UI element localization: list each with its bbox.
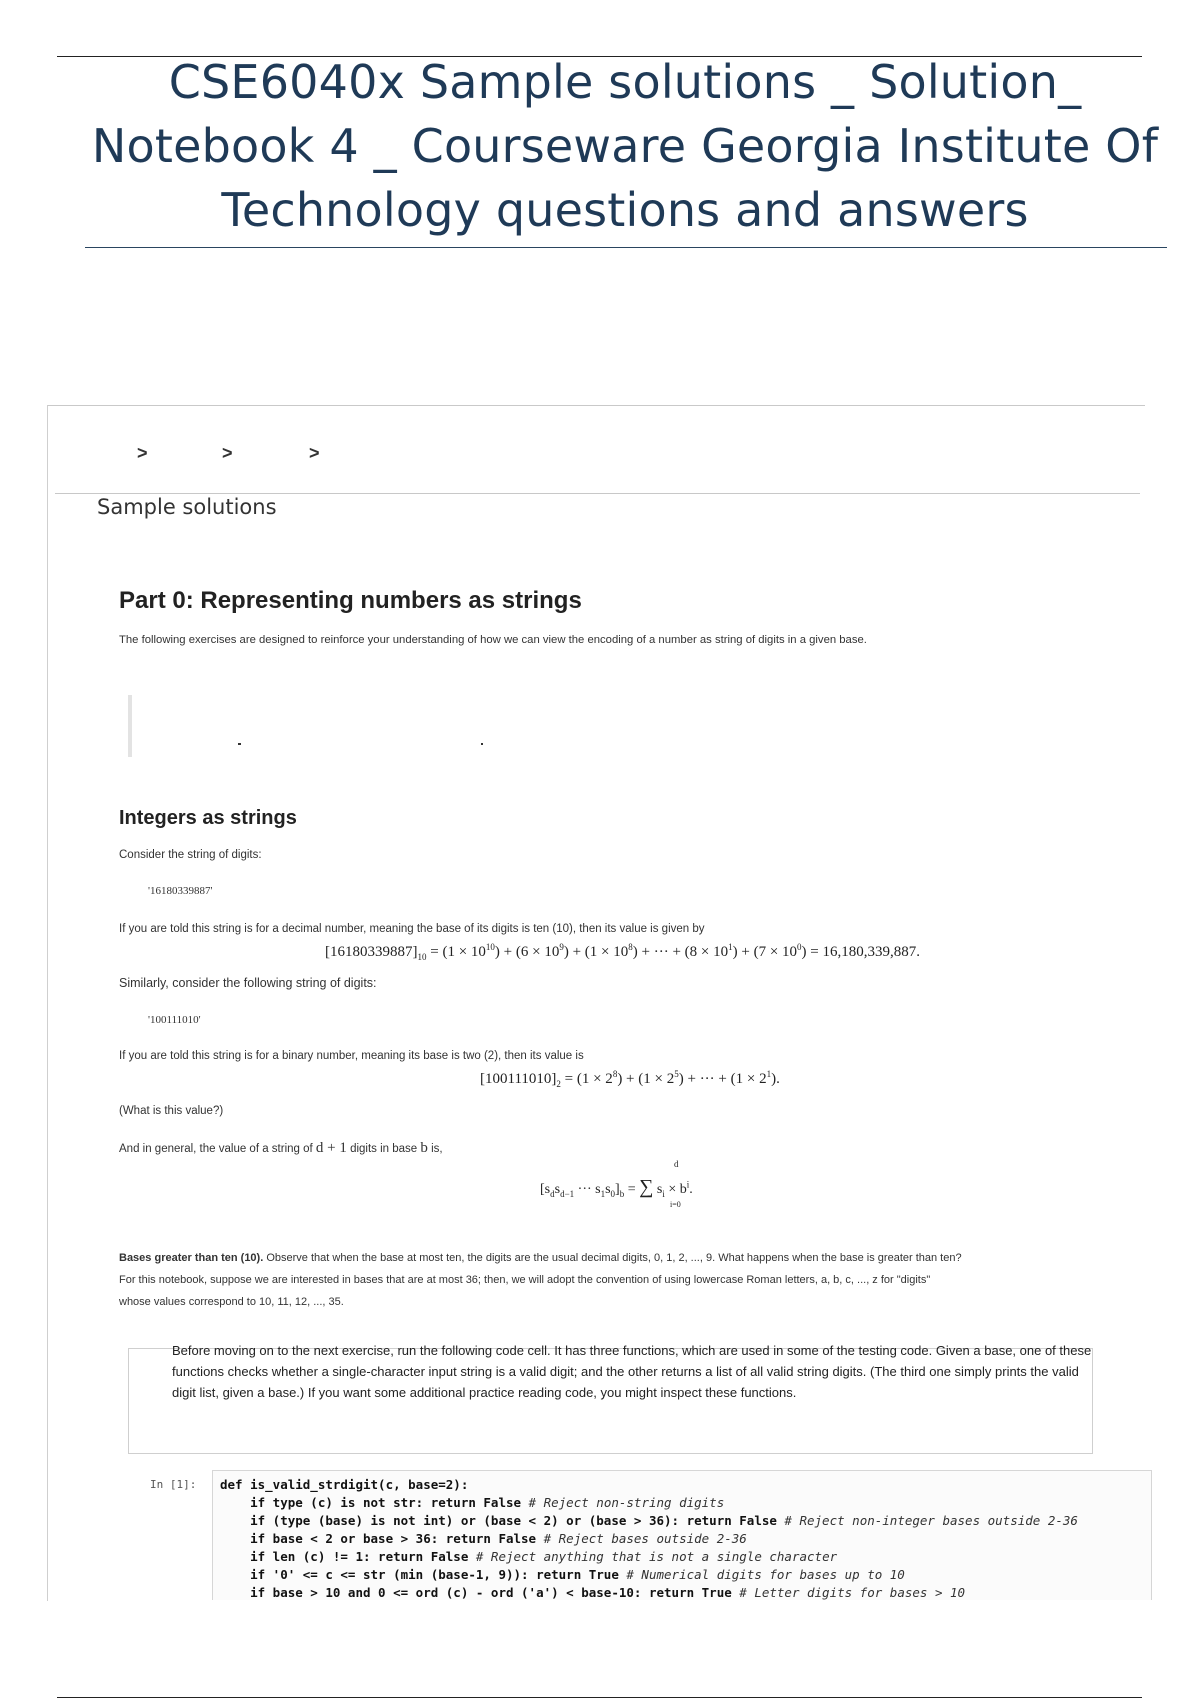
what-value-text: (What is this value?) [119, 1105, 224, 1117]
sum-upper-limit: d [674, 1159, 679, 1169]
general-text: And in general, the value of a string of d + 1 digits in base b is, [119, 1140, 443, 1156]
stray-mark-2 [481, 743, 483, 745]
code-line-2: if type (c) is not str: return False # Reject non-string digits [220, 1495, 725, 1510]
bases-line-1: Bases greater than ten (10). Observe that when the base at most ten, the digits are the usual decimal digits, 0, 1, 2, ..., 9. What happens when the base is greater than ten? [119, 1252, 962, 1264]
code-line-5: if len (c) != 1: return False # Reject anything that is not a single character [220, 1549, 838, 1564]
part-heading: Part 0: Representing numbers as strings [119, 587, 582, 614]
section-label: Sample solutions [97, 495, 277, 519]
sum-lower-limit: i=0 [670, 1200, 681, 1209]
bottom-rule [57, 1697, 1142, 1698]
blockquote-bar [128, 695, 132, 757]
code-line-1: def is_valid_strdigit(c, base=2): [220, 1477, 469, 1492]
binary-equation: $[100111010]_2 = (1 \times 2^8) + (1 \times 2^5)$ + ··· + $(1 \times 2^1)$. [480, 1069, 780, 1089]
part-intro: The following exercises are designed to reinforce your understanding of how we can view the encoding of a number as string of digits in a given base. [119, 634, 867, 646]
stray-mark-1 [238, 743, 241, 745]
binary-description: If you are told this string is for a binary number, meaning its base is two (2), then its value is [119, 1050, 584, 1062]
breadcrumb-divider [55, 493, 1140, 494]
code-line-6: if '0' <= c <= str (min (base-1, 9)): return True # Numerical digits for bases up to 10 [220, 1567, 905, 1582]
sum-equation: [$s_ds_{d-1}$ ··· $s_1s_0]_b$ = ∑ $s_i \times b^i$. [540, 1176, 693, 1199]
breadcrumb-separator-1[interactable]: > [137, 443, 148, 463]
code-line-4: if base < 2 or base > 36: return False # Reject bases outside 2-36 [220, 1531, 747, 1546]
binary-string: '100111010' [148, 1014, 201, 1026]
bases-line-3: whose values correspond to 10, 11, 12, ..., 35. [119, 1296, 344, 1308]
callout-text: Before moving on to the next exercise, run the following code cell. It has three functions, which are used in some of the testing code. Given a base, one of these functions checks whether a single-character input string is a valid digit; and the other returns a list of all valid string digits. (The third one simply prints the valid digit list, given a base.) If you want some additional practice reading code, you might inspect these functions. [172, 1343, 1092, 1400]
decimal-equation: $[16180339887]_{10} = (1 \times 10^{10}) + (6 \times 10^9) + (1 \times 10^8)$ + ··· + $(8 \times 10^1) + (7 \times 10^0) = 16,180,339,887$. [325, 942, 921, 962]
cell-prompt: In [1]: [150, 1478, 197, 1491]
title-underline [85, 247, 1167, 248]
breadcrumb-separator-2[interactable]: > [222, 443, 233, 463]
code-line-7: if base > 10 and 0 <= ord (c) - ord ('a') < base-10: return True # Letter digits for bases > 10 [220, 1585, 966, 1600]
integers-heading: Integers as strings [119, 807, 297, 829]
document-title: CSE6040x Sample solutions _ Solution_ Notebook 4 _ Courseware Georgia Institute Of Technology questions and answers [91, 55, 1159, 237]
decimal-string: '16180339887' [148, 885, 213, 897]
code-line-3: if (type (base) is not int) or (base < 2) or (base > 36): return False # Reject non-integer bases outside 2-36 [220, 1513, 1078, 1528]
breadcrumb-separator-3[interactable]: > [309, 443, 320, 463]
consider-text: Consider the string of digits: [119, 849, 262, 861]
similarly-text: Similarly, consider the following string of digits: [119, 976, 377, 990]
bases-line-2: For this notebook, suppose we are interested in bases that are at most 36; then, we will adopt the convention of using lowercase Roman letters, a, b, c, ..., z for "digits" [119, 1274, 931, 1286]
decimal-description: If you are told this string is for a decimal number, meaning the base of its digits is ten (10), then its value is given by [119, 923, 705, 935]
